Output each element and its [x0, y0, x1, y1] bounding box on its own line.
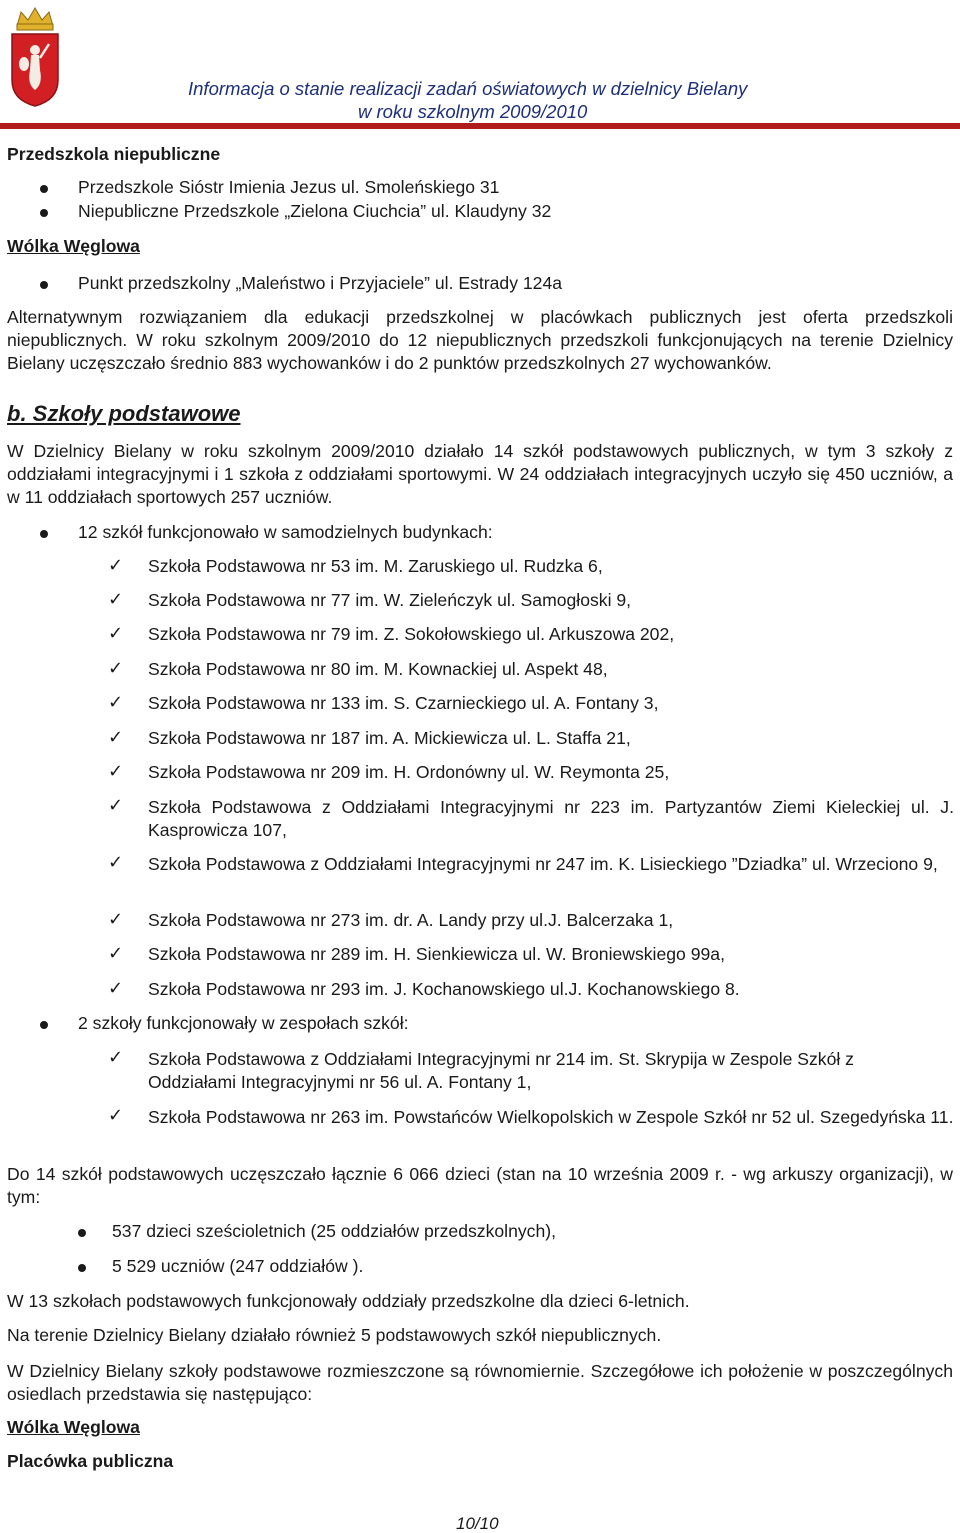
bullet-dot-icon — [40, 281, 48, 289]
school-item: Szkoła Podstawowa nr 77 im. W. Zieleńczyk ul. Samogłoski 9, — [148, 590, 632, 610]
checkmark-icon: ✓ — [108, 623, 124, 644]
bullet-dot-icon — [78, 1264, 86, 1272]
checkmark-icon: ✓ — [108, 909, 124, 930]
paragraph: W Dzielnicy Bielany szkoły podstawowe rozmieszczone są równomiernie. Szczegółowe ich położenie w poszczególnych osiedlach przedstawia się następująco: — [7, 1361, 953, 1404]
page-number: 10/10 — [456, 1514, 499, 1533]
school-item: Szkoła Podstawowa nr 289 im. H. Sienkiewicza ul. W. Broniewskiego 99a, — [148, 944, 725, 964]
checkmark-icon: ✓ — [108, 761, 124, 782]
section-title: Przedszkola niepubliczne — [7, 144, 221, 164]
checkmark-icon: ✓ — [108, 795, 124, 816]
school-item: Szkoła Podstawowa nr 273 im. dr. A. Landy przy ul.J. Balcerzaka 1, — [148, 910, 674, 930]
school-item: Szkoła Podstawowa nr 209 im. H. Ordonówny ul. W. Reymonta 25, — [148, 762, 670, 782]
paragraph: W Dzielnicy Bielany w roku szkolnym 2009/2010 działało 14 szkół podstawowych publicznych, w tym 3 szkoły z oddziałami integracyjnymi i 1 szkoła z oddziałami sportowymi. W 24 oddziałach integracyjnych uczyło się 450 uczniów, a w 11 oddziałach sportowych 257 uczniów. — [7, 441, 953, 507]
paragraph: Alternatywnym rozwiązaniem dla edukacji przedszkolnej w placówkach publicznych jest oferta przedszkoli niepublicznych. W roku szkolnym 2009/2010 do 12 niepublicznych przedszkoli funkcjonujących na terenie Dzielnicy Bielany uczęszczało średnio 883 wychowanków i do 2 punktów przedszkolnych 27 wychowanków. — [7, 307, 953, 373]
subheading: Wólka Węglowa — [7, 236, 140, 256]
bullet-dot-icon — [40, 209, 48, 217]
school-item: Szkoła Podstawowa nr 80 im. M. Kownackiej ul. Aspekt 48, — [148, 659, 608, 679]
checkmark-icon: ✓ — [108, 1105, 124, 1126]
coat-of-arms-icon — [9, 4, 61, 108]
list-item: 12 szkół funkcjonowało w samodzielnych budynkach: — [78, 522, 493, 542]
checkmark-icon: ✓ — [108, 658, 124, 679]
paragraph: W 13 szkołach podstawowych funkcjonowały oddziały przedszkolne dla dzieci 6-letnich. — [7, 1291, 690, 1311]
checkmark-icon: ✓ — [108, 555, 124, 576]
school-item: Szkoła Podstawowa nr 79 im. Z. Sokołowskiego ul. Arkuszowa 202, — [148, 624, 675, 644]
header-rule — [0, 123, 960, 129]
checkmark-icon: ✓ — [108, 692, 124, 713]
bullet-dot-icon — [78, 1229, 86, 1237]
checkmark-icon: ✓ — [108, 852, 124, 873]
document-header — [0, 0, 960, 132]
list-item: Punkt przedszkolny „Maleństwo i Przyjaciele” ul. Estrady 124a — [78, 273, 563, 293]
bullet-dot-icon — [40, 1021, 48, 1029]
paragraph: Do 14 szkół podstawowych uczęszczało łącznie 6 066 dzieci (stan na 10 września 2009 r. - wg arkuszy organizacji), w tym: — [7, 1164, 953, 1207]
subheading: Wólka Węglowa — [7, 1417, 140, 1437]
school-item: Szkoła Podstawowa z Oddziałami Integracyjnymi nr 223 im. Partyzantów Ziemi Kieleckiej ul. J. Kasprowicza 107, — [148, 797, 954, 840]
list-item: Niepubliczne Przedszkole „Zielona Ciuchcia” ul. Klaudyny 32 — [78, 201, 552, 221]
section-heading: b. Szkoły podstawowe — [7, 401, 241, 426]
checkmark-icon: ✓ — [108, 727, 124, 748]
header-title: Informacja o stanie realizacji zadań oświatowych w dzielnicy Bielany — [188, 78, 748, 99]
list-item: 2 szkoły funkcjonowały w zespołach szkół: — [78, 1013, 409, 1033]
school-item: Szkoła Podstawowa z Oddziałami Integracyjnymi nr 214 im. St. Skrypija w Zespole Szkół z Oddziałami Integracyjnymi nr 56 ul. A. Fontany 1, — [148, 1049, 854, 1092]
list-item: 5 529 uczniów (247 oddziałów ). — [112, 1256, 364, 1276]
school-item: Szkoła Podstawowa nr 263 im. Powstańców Wielkopolskich w Zespole Szkół nr 52 ul. Szegedyńska 11. — [148, 1107, 954, 1127]
list-item: Przedszkole Sióstr Imienia Jezus ul. Smoleńskiego 31 — [78, 177, 500, 197]
checkmark-icon: ✓ — [108, 943, 124, 964]
school-item: Szkoła Podstawowa nr 187 im. A. Mickiewicza ul. L. Staffa 21, — [148, 728, 631, 748]
header-subtitle: w roku szkolnym 2009/2010 — [358, 101, 588, 122]
checkmark-icon: ✓ — [108, 1047, 124, 1068]
subheading: Placówka publiczna — [7, 1451, 174, 1471]
school-item: Szkoła Podstawowa nr 133 im. S. Czarnieckiego ul. A. Fontany 3, — [148, 693, 659, 713]
bullet-dot-icon — [40, 185, 48, 193]
school-item: Szkoła Podstawowa nr 53 im. M. Zaruskiego ul. Rudzka 6, — [148, 556, 603, 576]
school-item: Szkoła Podstawowa nr 293 im. J. Kochanowskiego ul.J. Kochanowskiego 8. — [148, 979, 740, 999]
paragraph: Na terenie Dzielnicy Bielany działało również 5 podstawowych szkół niepublicznych. — [7, 1325, 662, 1345]
checkmark-icon: ✓ — [108, 589, 124, 610]
list-item: 537 dzieci sześcioletnich (25 oddziałów przedszkolnych), — [112, 1221, 556, 1241]
checkmark-icon: ✓ — [108, 978, 124, 999]
bullet-dot-icon — [40, 530, 48, 538]
school-item: Szkoła Podstawowa z Oddziałami Integracyjnymi nr 247 im. K. Lisieckiego ”Dziadka” ul. Wrzeciono 9, — [148, 854, 938, 874]
